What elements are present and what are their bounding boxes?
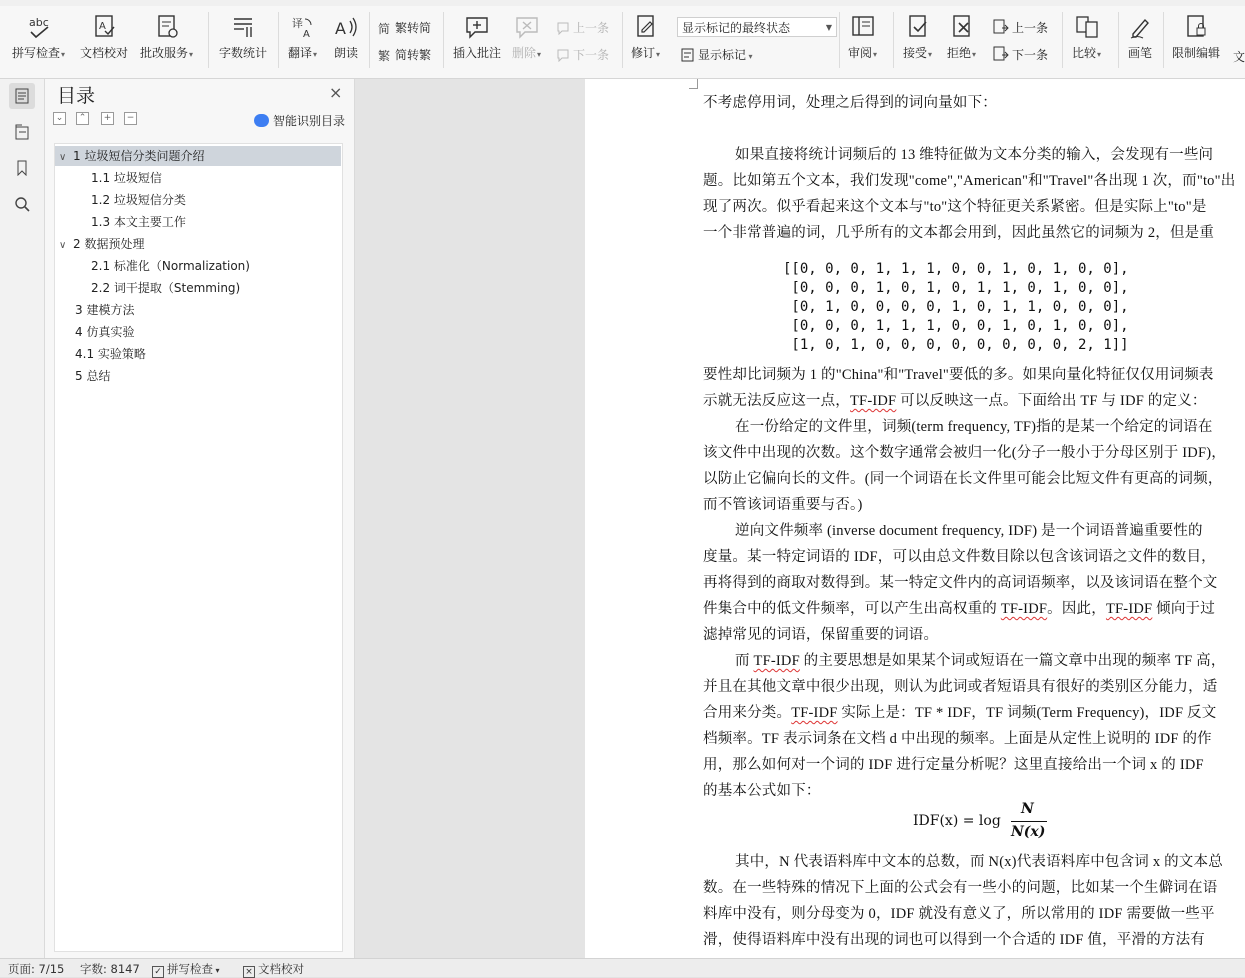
prev-change-icon (993, 19, 1009, 35)
toc-item-4-1[interactable]: 4.1 实验策略 (75, 347, 146, 361)
doc-line: 不考虑停用词，处理之后得到的词向量如下： (703, 95, 997, 111)
crop-mark (689, 88, 698, 89)
matrix-row: [1, 0, 1, 0, 0, 0, 0, 0, 0, 0, 0, 2, 1]] (783, 337, 1129, 353)
toc-item-2[interactable]: ∨ 2 数据预处理 (59, 234, 144, 254)
remove-heading-icon[interactable]: − (124, 112, 137, 125)
doc-line: 滤掉常见的词语，保留重要的词语。 (703, 627, 939, 643)
chevron-down-icon: ▼ (825, 23, 832, 32)
doc-line: 合用来分类。TF-IDF 实际上是：TF * IDF，TF 词频(Term Frequency)，IDF 反文 (703, 705, 1217, 721)
simp-trad-icon (378, 48, 392, 62)
search-nav-button[interactable] (9, 191, 35, 217)
svg-text:A: A (99, 21, 106, 32)
spell-flag: TF-IDF (753, 653, 800, 669)
lock-document-icon (1183, 14, 1209, 40)
add-heading-icon[interactable]: + (101, 112, 114, 125)
toc-item-2-1[interactable]: 2.1 标准化（Normalization) (91, 259, 250, 273)
word-count-indicator[interactable]: 字数: 8147 (80, 962, 140, 976)
svg-text:A: A (302, 29, 310, 40)
chevron-down-icon: ∨ (59, 240, 67, 251)
insert-comment-button[interactable]: 插入批注 (453, 14, 501, 61)
doc-line: 一个非常普遍的词，几乎所有的文本都会用到，因此虽然它的词频为 2，但是重 (703, 225, 1215, 241)
formula-numerator: N (1021, 801, 1034, 817)
doc-line: 数。在一些特殊的情况下上面的公式会有一些小的问题，比如某一个生僻词在语 (703, 880, 1218, 896)
chevron-down-icon: ∨ (59, 152, 67, 163)
reject-icon (949, 14, 975, 40)
toc-item-1-1[interactable]: 1.1 垃圾短信 (91, 171, 162, 185)
doc-line: 再将得到的商取对数得到。某一特定文件内的高词语频率，以及该词语在整个文 (703, 575, 1218, 591)
read-aloud-button[interactable]: A 朗读 (333, 14, 359, 61)
ribbon-tab-strip (0, 0, 1245, 6)
review-pane-button[interactable]: 审阅▾ (848, 14, 877, 61)
doc-line: 档频率。TF 表示词条在文档 d 中出现的频率。上面是从定性上说明的 IDF 的作 (703, 731, 1212, 747)
status-bar (0, 958, 1245, 977)
doc-line: 而不管该词语重要与否。) (703, 497, 863, 513)
show-markup-button[interactable]: 显示标记 ▾ (681, 46, 753, 63)
doc-proofread-button[interactable]: A 文档校对 (80, 14, 128, 61)
spell-flag: TF-IDF (1105, 601, 1153, 617)
next-change-icon (993, 46, 1009, 62)
doc-line: 示就无法反应这一点，TF-IDF 可以反映这一点。下面给出 TF 与 IDF 的定义： (703, 393, 1207, 409)
doc-line: 以防止它偏向长的文件。(同一个词语在长文件里可能会比短文件有更高的词频， (703, 471, 1223, 487)
doc-line: 并且在其他文章中很少出现，则认为此词或者短语具有很好的类别区分能力，适 (703, 679, 1218, 695)
matrix-row: [0, 0, 0, 1, 1, 1, 0, 0, 1, 0, 1, 0, 0], (783, 318, 1129, 334)
doc-line: 如果直接将统计词频后的 13 维特征做为文本分类的输入，会发现有一些问 (735, 147, 1214, 163)
track-changes-button[interactable]: 修订▾ (631, 14, 660, 61)
toc-item-4[interactable]: 4 仿真实验 (75, 325, 135, 339)
delete-comment-button[interactable]: 删除▾ (512, 14, 541, 61)
proofread-icon (91, 14, 117, 40)
toc-title: 目录 (57, 85, 96, 107)
doc-line: 用，那么如何对一个词的 IDF 进行定量分析呢？这里直接给出一个词 x 的 IDF (703, 757, 1204, 773)
ribbon-separator (369, 12, 370, 68)
ribbon-toolbar (0, 0, 1245, 79)
doc-cut-button[interactable]: 文 (1233, 50, 1245, 64)
workspace-background (355, 79, 585, 958)
toc-item-1-3[interactable]: 1.3 本文主要工作 (91, 215, 186, 229)
doc-line: 其中，N 代表语料库中文本的总数，而 N(x)代表语料库中包含词 x 的文本总 (735, 854, 1223, 870)
spell-check-toggle[interactable]: ✓ 拼写检查 ▾ (152, 961, 220, 978)
smart-toc-button[interactable]: 智能识别目录 (254, 112, 345, 129)
next-change-button[interactable]: 下一条 (993, 46, 1048, 63)
prev-comment-button[interactable]: 上一条 (556, 19, 609, 36)
toc-list (54, 143, 343, 952)
doc-line: 在一份给定的文件里，词频(term frequency, TF)指的是某一个给定的词语在 (735, 419, 1213, 435)
ai-bot-icon (254, 114, 269, 127)
show-markup-icon (681, 48, 695, 62)
page-indicator[interactable]: 页面: 7/15 (8, 962, 65, 976)
doc-line: 滑，使得语料库中没有出现的词也可以得到一个合适的 IDF 值，平滑的方法有 (703, 932, 1206, 948)
next-comment-button[interactable]: 下一条 (556, 46, 609, 63)
spell-check-icon (26, 14, 52, 40)
prev-comment-icon (556, 21, 570, 35)
formula-denominator: N(x) (1011, 824, 1046, 840)
collapse-all-icon[interactable]: ⌄ (53, 112, 66, 125)
search-icon (14, 196, 30, 212)
toc-icon (14, 88, 30, 104)
spell-flag: TF-IDF (850, 393, 897, 409)
matrix-row: [0, 0, 0, 1, 0, 1, 0, 1, 1, 0, 1, 0, 0], (783, 280, 1129, 296)
ribbon-separator (1163, 12, 1164, 68)
comment-delete-icon (514, 14, 540, 40)
translate-button[interactable]: 译 A 翻译▾ (288, 14, 317, 61)
ribbon-separator (1062, 12, 1063, 68)
review-service-button[interactable]: 批改服务▾ (140, 14, 193, 61)
toc-nav-button[interactable] (9, 83, 35, 109)
trad-simp-icon (378, 21, 392, 35)
accept-icon (905, 14, 931, 40)
svg-text:A: A (335, 19, 346, 38)
formula-lhs: IDF(x) = log (913, 813, 1001, 829)
toc-item-5[interactable]: 5 总结 (75, 369, 111, 383)
side-nav-strip (0, 79, 45, 958)
accept-change-button[interactable]: 接受▾ (903, 14, 932, 61)
pen-button[interactable]: 画笔 (1127, 14, 1153, 61)
spell-flag: TF-IDF (1000, 601, 1048, 617)
ribbon-separator (208, 12, 209, 68)
bookmark-icon (14, 160, 30, 176)
doc-line: 料库中没有，则分母变为 0，IDF 就没有意义了，所以常用的 IDF 需要做一些平 (703, 906, 1215, 922)
svg-text:译: 译 (291, 17, 303, 30)
close-icon[interactable]: × (329, 83, 343, 102)
doc-line: 件集合中的低文件频率，可以产生出高权重的 TF-IDF。因此，TF-IDF 倾向于过 (703, 601, 1215, 617)
ribbon-separator (443, 12, 444, 68)
chapter-nav-button[interactable] (9, 119, 35, 145)
doc-line: 该文件中出现的次数。这个数字通常会被归一化(分子一般小于分母区别于 IDF)， (703, 445, 1226, 461)
toc-item-1[interactable]: ∨ 1 垃圾短信分类问题介绍 (55, 146, 341, 166)
doc-line: 的基本公式如下： (703, 783, 821, 799)
compare-button[interactable]: 比较▾ (1072, 14, 1101, 61)
ribbon-separator (839, 12, 840, 68)
doc-line: 要性却比词频为 1 的"China"和"Travel"要低的多。如果向量化特征仅仅用词频表 (703, 367, 1214, 383)
matrix-row: [[0, 0, 0, 1, 1, 1, 0, 0, 1, 0, 1, 0, 0], (783, 261, 1129, 277)
document-page[interactable] (585, 79, 1245, 958)
bookmark-nav-button[interactable] (9, 155, 35, 181)
review-pane-icon (850, 14, 876, 40)
ribbon-separator (1118, 12, 1119, 68)
doc-line: 而 TF-IDF 的主要思想是如果某个词或短语在一篇文章中出现的频率 TF 高， (735, 653, 1226, 669)
fraction-bar (1011, 821, 1047, 822)
toc-item-3[interactable]: 3 建模方法 (75, 303, 135, 317)
svg-text:简: 简 (378, 22, 391, 35)
track-changes-icon (633, 14, 659, 40)
doc-line: 度量。某一特定词语的 IDF，可以由总文件数目除以包含该词语之文件的数目， (703, 549, 1216, 565)
review-service-icon (154, 14, 180, 40)
reject-change-button[interactable]: 拒绝▾ (947, 14, 976, 61)
svg-text:繁: 繁 (378, 49, 391, 62)
toc-panel (45, 79, 355, 958)
toc-item-2-2[interactable]: 2.2 词干提取（Stemming) (91, 281, 241, 295)
ribbon-separator (893, 12, 894, 68)
expand-up-icon[interactable]: ⌃ (76, 112, 89, 125)
word-count-icon (230, 14, 256, 40)
prev-change-button[interactable]: 上一条 (993, 19, 1048, 36)
checkbox-icon: ✓ (152, 966, 164, 978)
checkbox-x-icon: × (243, 966, 255, 978)
chapter-icon (14, 124, 30, 140)
matrix-row: [0, 1, 0, 0, 0, 0, 1, 0, 1, 1, 0, 0, 0], (783, 299, 1129, 315)
spell-check-button[interactable]: abc 拼写检查▾ (12, 16, 66, 60)
doc-line: 题。比如第五个文本，我们发现"come","American"和"Travel"各出现 1 次，而"to"出 (703, 173, 1236, 189)
ribbon-separator (278, 12, 279, 68)
compare-icon (1074, 14, 1100, 40)
pen-icon (1127, 14, 1153, 40)
markup-mode-select[interactable]: 显示标记的最终状态 ▼ (677, 17, 837, 37)
svg-text:abc: abc (28, 16, 49, 29)
read-aloud-icon (333, 14, 359, 40)
trad-to-simp-button[interactable]: 简 繁转简 (378, 21, 432, 35)
ribbon-separator (622, 12, 623, 68)
spell-flag: TF-IDF (791, 705, 838, 721)
word-count-button[interactable]: 字数统计 (219, 14, 267, 61)
restrict-edit-button[interactable]: 限制编辑 (1172, 14, 1220, 61)
translate-icon (290, 14, 316, 40)
doc-line: 现了两次。似乎看起来这个文本与"to"这个特征更关系紧密。但是实际上"to"是 (703, 199, 1207, 215)
next-comment-icon (556, 48, 570, 62)
simp-to-trad-button[interactable]: 繁 简转繁 (378, 48, 432, 62)
doc-line: 逆向文件频率 (inverse document frequency, IDF) 是一个词语普遍重要性的 (735, 523, 1203, 539)
proofread-toggle[interactable]: × 文档校对 (243, 961, 304, 978)
comment-add-icon (464, 14, 490, 40)
toc-item-1-2[interactable]: 1.2 垃圾短信分类 (91, 193, 186, 207)
